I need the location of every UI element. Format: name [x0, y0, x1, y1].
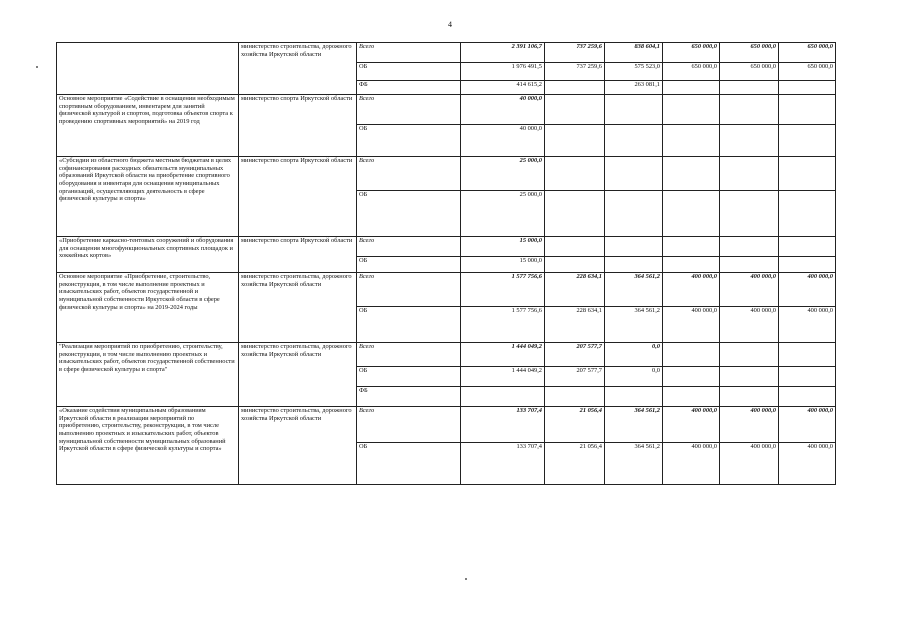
amount-cell: [545, 95, 605, 125]
amount-cell: [663, 343, 720, 367]
amount-cell: [545, 125, 605, 157]
amount-cell: 650 000,0: [720, 63, 779, 81]
amount-cell: 364 561,2: [605, 307, 663, 343]
amount-cell: 400 000,0: [720, 307, 779, 343]
amount-cell: 414 615,2: [461, 81, 545, 95]
amount-cell: 2 391 106,7: [461, 43, 545, 63]
amount-cell: 650 000,0: [779, 43, 836, 63]
amount-cell: [720, 237, 779, 257]
scan-speck: [36, 66, 38, 68]
amount-cell: [663, 257, 720, 273]
amount-cell: 364 561,2: [605, 443, 663, 485]
amount-cell: [720, 343, 779, 367]
amount-cell: 133 707,4: [461, 443, 545, 485]
funding-source: ОБ: [357, 367, 461, 387]
amount-cell: 650 000,0: [720, 43, 779, 63]
amount-cell: [545, 237, 605, 257]
amount-cell: [461, 387, 545, 407]
amount-cell: 15 000,0: [461, 237, 545, 257]
funding-source: ОБ: [357, 443, 461, 485]
amount-cell: [720, 95, 779, 125]
amount-cell: 1 444 049,2: [461, 343, 545, 367]
amount-cell: 21 056,4: [545, 407, 605, 443]
amount-cell: 15 000,0: [461, 257, 545, 273]
amount-cell: [663, 387, 720, 407]
amount-cell: 400 000,0: [663, 273, 720, 307]
table-row: [57, 407, 836, 443]
executor: министерство строительства, дорожного хозяйства Иркутской области: [239, 43, 357, 95]
amount-cell: [779, 157, 836, 191]
amount-cell: 737 259,6: [545, 63, 605, 81]
funding-source: Всего: [357, 43, 461, 63]
amount-cell: [779, 125, 836, 157]
amount-cell: 650 000,0: [663, 43, 720, 63]
amount-cell: [545, 387, 605, 407]
amount-cell: 838 604,1: [605, 43, 663, 63]
amount-cell: [779, 95, 836, 125]
amount-cell: [779, 343, 836, 367]
executor: министерство спорта Иркутской области: [239, 237, 357, 273]
amount-cell: 25 000,0: [461, 191, 545, 237]
funding-source: ОБ: [357, 191, 461, 237]
funding-source: ФБ: [357, 81, 461, 95]
event-description: "Реализация мероприятий по приобретению, строительству, реконструкции, в том числе выполнению проектных и изыскательских работ, объектов государственной собственности в сфере физической культуры и спорта": [57, 343, 239, 407]
amount-cell: [605, 157, 663, 191]
amount-cell: 400 000,0: [779, 307, 836, 343]
funding-source: ОБ: [357, 307, 461, 343]
funding-source: Всего: [357, 157, 461, 191]
amount-cell: 263 081,1: [605, 81, 663, 95]
amount-cell: 650 000,0: [663, 63, 720, 81]
amount-cell: [545, 157, 605, 191]
amount-cell: [545, 81, 605, 95]
amount-cell: [720, 191, 779, 237]
amount-cell: 364 561,2: [605, 407, 663, 443]
amount-cell: 1 444 049,2: [461, 367, 545, 387]
amount-cell: [605, 191, 663, 237]
amount-cell: 207 577,7: [545, 343, 605, 367]
amount-cell: [605, 257, 663, 273]
scan-speck: [465, 578, 467, 580]
funding-source: ОБ: [357, 63, 461, 81]
executor: министерство строительства, дорожного хозяйства Иркутской области: [239, 273, 357, 343]
table-row: [57, 157, 836, 191]
event-description: Основное мероприятие «Приобретение, строительство, реконструкция, в том числе выполнение проектных и изыскательских работ, объектов государственной и муниципальной собственности Иркутской области в сфере физической культуры и спорта» на 2019-2024 годы: [57, 273, 239, 343]
table-row: [57, 273, 836, 307]
amount-cell: [663, 81, 720, 95]
amount-cell: 737 259,6: [545, 43, 605, 63]
executor: министерство строительства, дорожного хозяйства Иркутской области: [239, 407, 357, 485]
amount-cell: [779, 257, 836, 273]
amount-cell: 40 000,0: [461, 125, 545, 157]
amount-cell: [779, 367, 836, 387]
amount-cell: 228 634,1: [545, 273, 605, 307]
page-number: 4: [448, 20, 452, 29]
amount-cell: 1 976 491,5: [461, 63, 545, 81]
amount-cell: 400 000,0: [720, 443, 779, 485]
amount-cell: 0,0: [605, 343, 663, 367]
amount-cell: [663, 191, 720, 237]
amount-cell: [720, 125, 779, 157]
amount-cell: 0,0: [605, 367, 663, 387]
amount-cell: [663, 125, 720, 157]
amount-cell: [720, 157, 779, 191]
amount-cell: [779, 237, 836, 257]
executor: министерство спорта Иркутской области: [239, 95, 357, 157]
event-description: [57, 43, 239, 95]
event-description: Основное мероприятие «Содействие в оснащении необходимым спортивным оборудованием, инвентарем для занятий физической культурой и спортом, подготовка объектов спорта к проведению спортивных мероприятий» на 2019 год: [57, 95, 239, 157]
amount-cell: 400 000,0: [663, 443, 720, 485]
amount-cell: [605, 237, 663, 257]
amount-cell: 1 577 756,6: [461, 307, 545, 343]
amount-cell: 21 056,4: [545, 443, 605, 485]
amount-cell: 1 577 756,6: [461, 273, 545, 307]
funding-source: ФБ: [357, 387, 461, 407]
amount-cell: [605, 95, 663, 125]
amount-cell: 400 000,0: [663, 307, 720, 343]
table-row: [57, 43, 836, 63]
amount-cell: [663, 95, 720, 125]
amount-cell: 650 000,0: [779, 63, 836, 81]
funding-source: Всего: [357, 237, 461, 257]
table-row: [57, 95, 836, 125]
amount-cell: 207 577,7: [545, 367, 605, 387]
event-description: «Приобретение каркасно-тентовых сооружений и оборудования для оснащения многофункциональных спортивных площадок и хоккейных кортов»: [57, 237, 239, 273]
amount-cell: 364 561,2: [605, 273, 663, 307]
amount-cell: [720, 367, 779, 387]
funding-source: Всего: [357, 95, 461, 125]
amount-cell: [663, 157, 720, 191]
executor: министерство спорта Иркутской области: [239, 157, 357, 237]
amount-cell: [720, 81, 779, 95]
amount-cell: 400 000,0: [779, 273, 836, 307]
amount-cell: [605, 387, 663, 407]
amount-cell: [545, 257, 605, 273]
table-row: [57, 343, 836, 367]
amount-cell: 40 000,0: [461, 95, 545, 125]
amount-cell: 400 000,0: [720, 273, 779, 307]
amount-cell: [720, 257, 779, 273]
budget-table: [56, 42, 836, 485]
table-row: [57, 237, 836, 257]
amount-cell: 400 000,0: [720, 407, 779, 443]
amount-cell: [545, 191, 605, 237]
funding-source: ОБ: [357, 125, 461, 157]
amount-cell: 400 000,0: [779, 443, 836, 485]
amount-cell: [663, 367, 720, 387]
funding-source: Всего: [357, 273, 461, 307]
amount-cell: [663, 237, 720, 257]
event-description: «Субсидии из областного бюджета местным бюджетам в целях софинансирования расходных обязательств муниципальных образований Иркутской области на приобретение спортивного оборудования и инвентаря для оснащения муниципальных организаций, осуществляющих деятельность в сфере физической культуры и спорта»: [57, 157, 239, 237]
amount-cell: 133 707,4: [461, 407, 545, 443]
amount-cell: [605, 125, 663, 157]
amount-cell: 25 000,0: [461, 157, 545, 191]
amount-cell: [779, 81, 836, 95]
amount-cell: 400 000,0: [663, 407, 720, 443]
executor: министерство строительства, дорожного хозяйства Иркутской области: [239, 343, 357, 407]
funding-source: Всего: [357, 343, 461, 367]
funding-source: Всего: [357, 407, 461, 443]
amount-cell: 400 000,0: [779, 407, 836, 443]
amount-cell: 228 634,1: [545, 307, 605, 343]
funding-source: ОБ: [357, 257, 461, 273]
event-description: «Оказание содействия муниципальным образованиям Иркутской области в реализации мероприятий по приобретению, строительству, реконструкции, в том числе выполнению проектных и изыскательских работ, объектов муниципальной собственности муниципальных образований Иркутской области в сфере физической культуры и спорта»: [57, 407, 239, 485]
amount-cell: 575 523,0: [605, 63, 663, 81]
amount-cell: [720, 387, 779, 407]
amount-cell: [779, 191, 836, 237]
amount-cell: [779, 387, 836, 407]
